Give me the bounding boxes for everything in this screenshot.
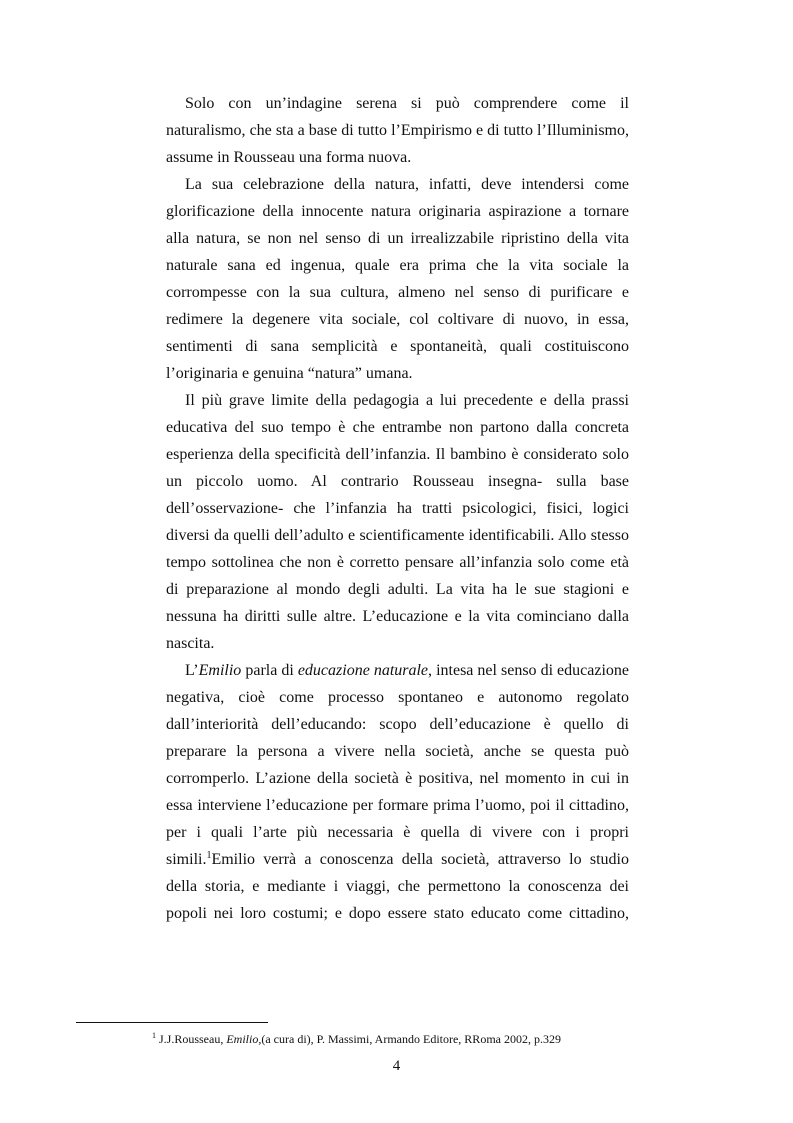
- emilio-text-c: Emilio verrà a conoscenza della società, attraverso lo studio della storia, e mediante i viaggi, che permettono la conoscenza dei popoli nei loro costumi; e dopo essere stato educato come cittadino,: [166, 851, 629, 922]
- emilio-prefix: L’: [185, 662, 199, 679]
- emilio-title: Emilio: [198, 662, 242, 679]
- footnote-details: (a cura di), P. Massimi, Armando Editore, RRoma 2002, p.329: [261, 1032, 561, 1046]
- paragraph-pedagogy: Il più grave limite della pedagogia a lui precedente e della prassi educativa del suo tempo è che entrambe non partono dalla concreta esperienza della specificità dell’infanzia. Il bambino è considerato solo un piccolo uomo. Al contrario Rousseau insegna- sulla base dell’osservazione- che l’infanzia ha tratti psicologici, fisici, logici diversi da quelli dell’adulto e scientificamente identificabili. Allo stesso tempo sottolinea che non è corretto pensare all’infanzia solo come età di preparazione al mondo degli adulti. La vita ha le sue stagioni e nessuna ha diritti sulle altre. L’educazione e la vita cominciano dalla nascita.: [166, 392, 629, 652]
- footnote-author: J.J.Rousseau,: [159, 1032, 227, 1046]
- main-text: [166, 90, 629, 927]
- footnote-number: 1: [152, 1031, 156, 1040]
- paragraph-nature: La sua celebrazione della natura, infatti, deve intendersi come glorificazione della innocente natura originaria aspirazione a tornare alla natura, se non nel senso di un irrealizzabile ripristino della vita naturale sana ed ingenua, quale era prima che la vita sociale la corrompesse con la sua cultura, almeno nel senso di purificare e redimere la degenere vita sociale, col coltivare di nuovo, in essa, sentimenti di sana semplicità e spontaneità, quali costituiscono l’originaria e genuina “natura” umana.: [166, 176, 629, 382]
- page-number: 4: [392, 1058, 401, 1074]
- emilio-text-a: parla di: [241, 662, 298, 679]
- natural-education-term: educazione naturale: [297, 662, 429, 679]
- footnote-divider: [76, 1022, 268, 1023]
- footnote-title: Emilio,: [226, 1032, 262, 1046]
- emilio-text-b: , intesa nel senso di educazione negativa, cioè come processo spontaneo e autonomo regolato dall’interiorità dell’educando: scopo dell’educazione è quello di preparare la persona a vivere nella società, anche se questa può corromperlo. L’azione della società è positiva, nel momento in cui in essa interviene l’educazione per formare prima l’uomo, poi il cittadino, per i quali l’arte più necessaria è quella di vivere con i propri simili.: [166, 662, 629, 868]
- paragraph-intro: Solo con un’indagine serena si può comprendere come il naturalismo, che sta a base di tutto l’Empirismo e di tutto l’Illuminismo, assume in Rousseau una forma nuova.: [166, 95, 629, 166]
- footnote-reference[interactable]: 1: [206, 850, 212, 861]
- footnote: [152, 1031, 672, 1047]
- paragraph-emilio: [166, 657, 629, 927]
